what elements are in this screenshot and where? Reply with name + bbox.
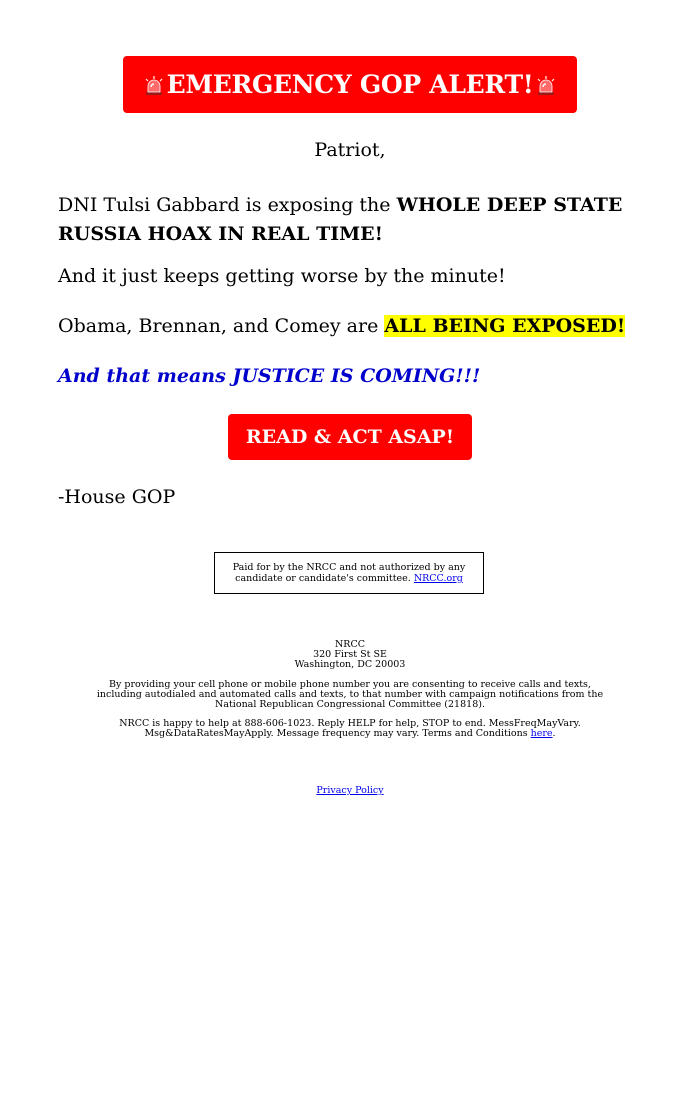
- siren-icon: [535, 74, 557, 96]
- privacy-policy-link[interactable]: Privacy Policy: [316, 785, 384, 796]
- sms-consent-text: By providing your cell phone or mobile phone number you are consenting to receive calls and texts, including autodialed and automated calls and texts, to that number with campaign notifications from the National Republican Congressional Committee (21818).: [96, 679, 604, 710]
- alert-title: EMERGENCY GOP ALERT!: [166, 70, 534, 99]
- address-city: Washington, DC 20003: [294, 659, 406, 670]
- read-act-button[interactable]: READ & ACT ASAP!: [228, 414, 472, 460]
- highlighted-text: ALL BEING EXPOSED!: [384, 315, 626, 337]
- address-street: 320 First St SE: [313, 649, 387, 660]
- signoff: -House GOP: [58, 486, 176, 508]
- help-text: [90, 719, 610, 739]
- paragraph-gabbard-bold: WHOLE DEEP STATE RUSSIA HOAX IN REAL TIME!: [58, 194, 623, 245]
- address-org: NRCC: [334, 639, 365, 650]
- paragraph-gabbard: [58, 191, 648, 249]
- paragraph-justice: And that means JUSTICE IS COMING!!!: [58, 365, 481, 387]
- paragraph-exposed-text: Obama, Brennan, and Comey are: [58, 315, 385, 337]
- paragraph-gabbard-text: DNI Tulsi Gabbard is exposing the: [58, 194, 397, 216]
- privacy-policy-row: [90, 786, 610, 796]
- paragraph-exposed: [58, 312, 648, 341]
- disclaimer-text: Paid for by the NRCC and not authorized by any candidate or candidate's committee.: [232, 562, 466, 584]
- nrcc-link[interactable]: NRCC.org: [413, 573, 463, 584]
- emergency-alert-banner: [123, 56, 577, 113]
- disclaimer-body: [223, 562, 475, 584]
- paragraph-worse: And it just keeps getting worse by the minute!: [58, 265, 506, 287]
- greeting: Patriot,: [314, 139, 386, 161]
- mailing-address: [90, 640, 610, 670]
- help-text-body: NRCC is happy to help at 888-606-1023. Reply HELP for help, STOP to end. MessFreqMayVary. Msg&DataRatesMayApply. Message frequency may vary. Terms and Conditions: [119, 718, 581, 739]
- help-text-end: .: [552, 728, 556, 739]
- terms-link[interactable]: here: [530, 728, 553, 739]
- paid-for-disclaimer: [214, 552, 484, 594]
- siren-icon: [143, 74, 165, 96]
